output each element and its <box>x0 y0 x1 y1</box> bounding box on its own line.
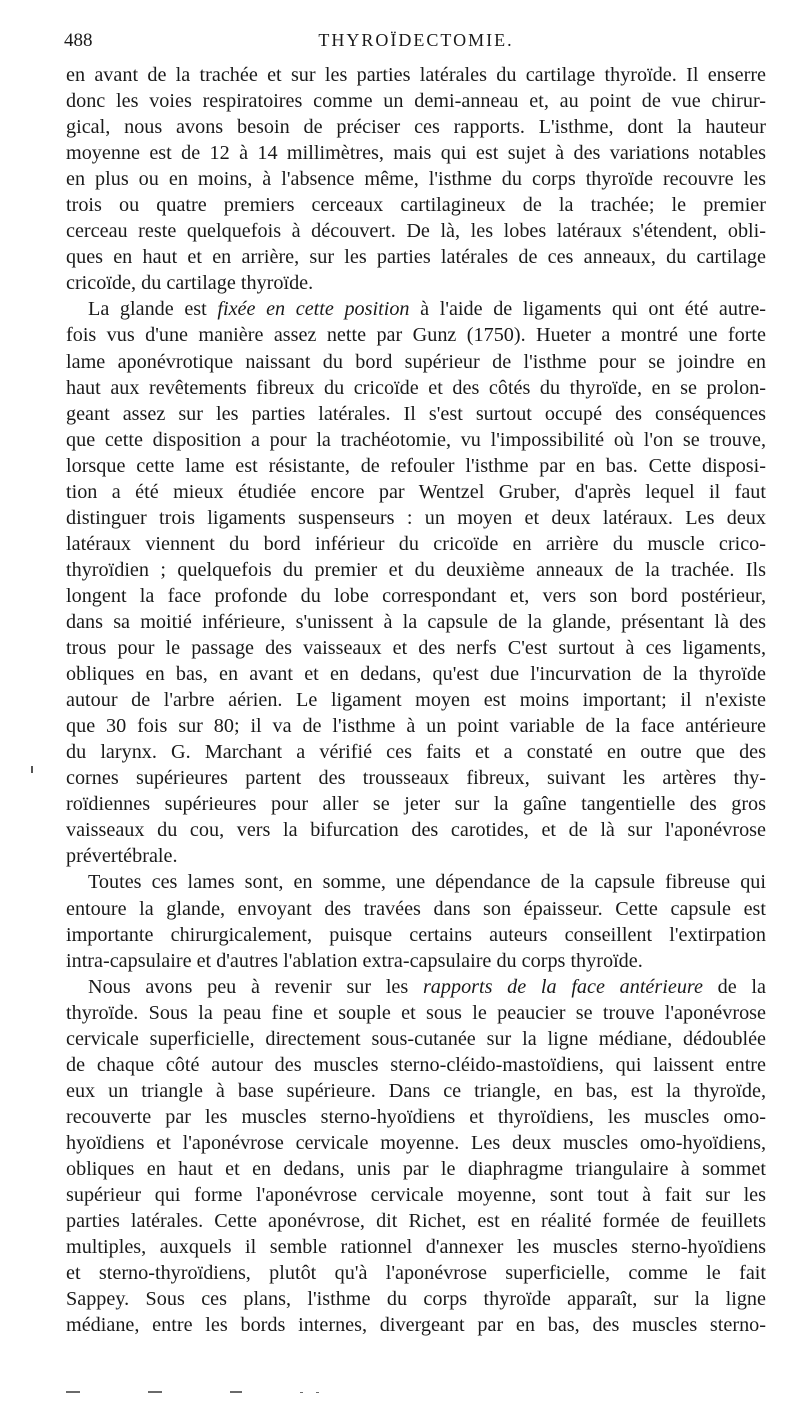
margin-mark <box>31 766 33 773</box>
text-line: geant assez sur les parties latérales. Il s'est surtout occupé des conséquences <box>66 402 766 425</box>
text-line: eux un triangle à base supérieure. Dans ce triangle, en bas, est la thyroïde, <box>66 1079 766 1102</box>
text-line: cervicale superficielle, directement sous-cutanée sur la ligne médiane, dédoublée <box>66 1027 766 1050</box>
page-header <box>66 28 766 62</box>
text-line: supérieur qui forme l'aponévrose cervicale moyenne, sont tout à fait sur les <box>66 1184 766 1207</box>
text-line: lame aponévrotique naissant du bord supérieur de l'isthme pour se joindre en <box>66 350 766 373</box>
text-line: cricoïde, du cartilage thyroïde. <box>66 272 314 295</box>
scan-mark <box>148 1391 162 1393</box>
text-line-with-italic: Nous avons peu à revenir sur les rapports de la face antérieure de la <box>88 975 766 998</box>
text-line: recouverte par les muscles sterno-hyoïdiens et thyroïdiens, les muscles omo- <box>66 1105 766 1128</box>
text-line: latéraux viennent du bord inférieur du cricoïde en arrière du muscle crico- <box>66 532 766 555</box>
text-line: thyroïdien ; quelquefois du premier et du deuxième anneaux de la trachée. Ils <box>66 558 766 581</box>
text-line: trous pour le passage des vaisseaux et des nerfs C'est surtout à ces ligaments, <box>66 637 766 660</box>
text-line: haut aux revêtements fibreux du cricoïde et des côtés du thyroïde, en se prolon- <box>66 376 766 399</box>
scan-mark <box>66 1391 80 1393</box>
text-line: distinguer trois ligaments suspenseurs : un moyen et deux latéraux. Les deux <box>66 506 766 529</box>
text-line: lorsque cette lame est résistante, de refouler l'isthme par en bas. Cette disposi- <box>66 454 766 477</box>
text-line: multiples, auxquels il semble rationnel d'annexer les muscles sterno-hyoïdiens <box>66 1236 766 1259</box>
text-line: tion a été mieux étudiée encore par Wentzel Gruber, d'après lequel il faut <box>66 480 766 503</box>
text-line: autour de l'arbre aérien. Le ligament moyen est moins important; il n'existe <box>66 689 766 712</box>
text-line: en plus ou en moins, à l'absence même, l'isthme du corps thyroïde recouvre les <box>66 168 766 191</box>
text-line: vaisseaux du cou, vers la bifurcation des carotides, et de là sur l'aponévrose <box>66 819 766 842</box>
italic-phrase: fixée en cette position <box>217 298 410 321</box>
text-line: importante chirurgicalement, puisque certains auteurs conseillent l'extirpation <box>66 923 766 946</box>
text-line: Sappey. Sous ces plans, l'isthme du corps thyroïde apparaît, sur la ligne <box>66 1288 766 1311</box>
text-line: dans sa moitié inférieure, s'unissent à la capsule de la glande, présentant là des <box>66 610 766 633</box>
text-line: prévertébrale. <box>66 845 178 868</box>
text-line: du larynx. G. Marchant a vérifié ces faits et a constaté en outre que des <box>66 741 766 764</box>
text-line: médiane, entre les bords internes, divergeant par en bas, des muscles sterno- <box>66 1314 766 1337</box>
text-line: parties latérales. Cette aponévrose, dit Richet, est en réalité formée de feuillets <box>66 1210 766 1233</box>
paragraph-1 <box>66 62 766 296</box>
book-page <box>66 28 766 1338</box>
text-line: fois vus d'une manière assez nette par Gunz (1750). Hueter a montré une forte <box>66 324 766 347</box>
text-line: ques en haut et en arrière, sur les parties latérales de ces anneaux, du cartilage <box>66 246 766 269</box>
text-line-with-italic: La glande est fixée en cette position à l'aide de ligaments qui ont été autre- <box>88 298 766 321</box>
text-line: longent la face profonde du lobe correspondant et, vers son bord postérieur, <box>66 584 766 607</box>
text-line: obliques en bas, en avant et en dedans, qu'est due l'incurvation de la thyroïde <box>66 663 766 686</box>
scan-mark <box>300 1392 303 1393</box>
text-line: en avant de la trachée et sur les parties latérales du cartilage thyroïde. Il enserre <box>66 64 766 86</box>
paragraph-4 <box>66 974 766 1339</box>
text-line: obliques en haut et en dedans, unis par le diaphragme triangulaire à sommet <box>66 1157 766 1180</box>
text-line: trois ou quatre premiers cerceaux cartilagineux de la trachée; le premier <box>66 194 766 217</box>
running-title: THYROÏDECTOMIE. <box>318 30 514 50</box>
text-line: intra-capsulaire et d'autres l'ablation extra-capsulaire du corps thyroïde. <box>66 949 643 972</box>
text-line: entoure la glande, envoyant des travées dans son épaisseur. Cette capsule est <box>66 897 766 920</box>
text-line: et sterno-thyroïdiens, plutôt qu'à l'aponévrose superficielle, comme le fait <box>66 1262 766 1285</box>
text-line: que cette disposition a pour la trachéotomie, vu l'impossibilité où l'on se trouve, <box>66 428 766 451</box>
italic-phrase: rapports de la face antérieure <box>422 975 703 998</box>
page-number: 488 <box>64 30 93 51</box>
text-line: hyoïdiens et l'aponévrose cervicale moyenne. Les deux muscles omo-hyoïdiens, <box>66 1131 766 1154</box>
scan-mark <box>316 1392 319 1393</box>
text-line: gical, nous avons besoin de préciser ces rapports. L'isthme, dont la hauteur <box>66 116 766 139</box>
scan-mark <box>230 1391 242 1393</box>
text-line: Toutes ces lames sont, en somme, une dépendance de la capsule fibreuse qui <box>88 871 766 894</box>
text-line: de chaque côté autour des muscles sterno-cléido-mastoïdiens, qui laissent entre <box>66 1053 766 1076</box>
text-line: que 30 fois sur 80; il va de l'isthme à un point variable de la face antérieure <box>66 715 766 738</box>
text-line: donc les voies respiratoires comme un demi-anneau et, au point de vue chirur- <box>66 90 766 113</box>
text-line: thyroïde. Sous la peau fine et souple et sous le peaucier se trouve l'aponévrose <box>66 1001 766 1024</box>
text-line: cerceau reste quelquefois à découvert. De là, les lobes latéraux s'étendent, obli- <box>66 220 766 243</box>
text-line: cornes supérieures partent des trousseaux fibreux, suivant les artères thy- <box>66 767 766 790</box>
paragraph-2 <box>66 296 766 869</box>
text-line: roïdiennes supérieures pour aller se jeter sur la gaîne tangentielle des gros <box>66 793 766 816</box>
text-line: moyenne est de 12 à 14 millimètres, mais qui est sujet à des variations notables <box>66 142 766 165</box>
paragraph-3 <box>66 869 766 973</box>
